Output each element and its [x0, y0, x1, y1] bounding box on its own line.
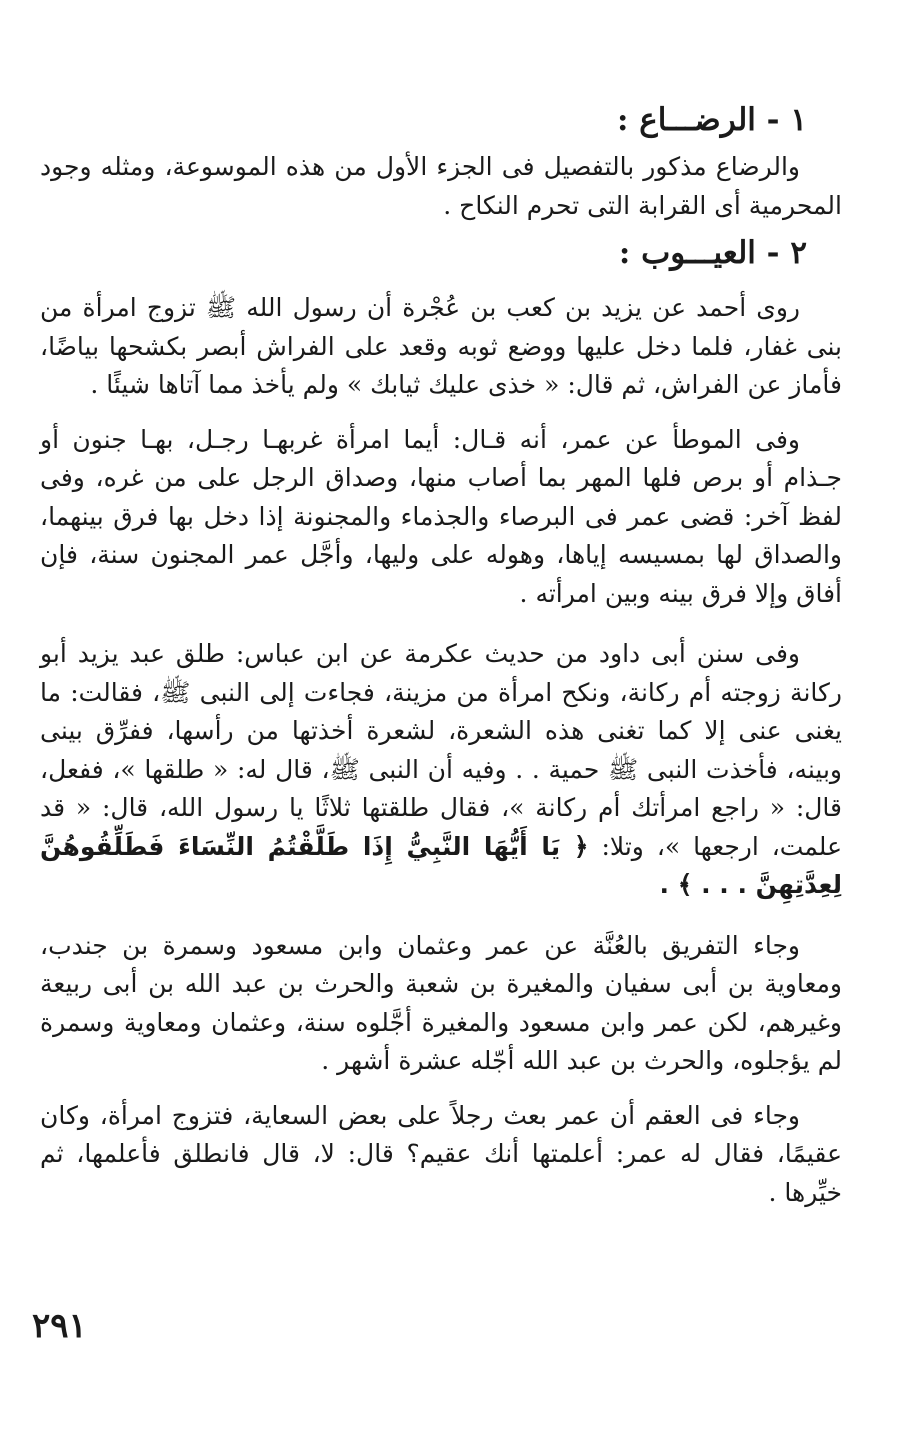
paragraph-breastfeeding: والرضاع مذكور بالتفصيل فى الجزء الأول من هذه الموسوعة، ومثله وجود المحرمية أى القرابة التى تحرم النكاح .	[40, 152, 842, 220]
abu-dawud-text: وفى سنن أبى داود من حديث عكرمة عن ابن عباس: طلق عبد يزيد أبو ركانة زوجته أم ركانة، ونكح امرأة من مزينة، فجاءت إلى النبى ﷺ، فقالت: ما يغنى عنى إلا كما تغنى هذه الشعرة، لشعرة أخذتها من رأسها، ففرِّق بينى وبينه، فأخذت النبى ﷺ حمية . . وفيه أن النبى ﷺ، قال له: « طلقها »، ففعل، قال: « راجع امرأتك أم ركانة »، فقال طلقتها ثلاثًا يا رسول الله، قال: « قد علمت، ارجعها »، وتلا:	[40, 639, 842, 861]
paragraph-infertility: وجاء فى العقم أن عمر بعث رجلاً على بعض السعاية، فتزوج امرأة، وكان عقيمًا، فقال له عمر: أعلمتها أنك عقيم؟ قال: لا، قال فانطلق فأعلمها، ثم خيِّرها .	[40, 1100, 842, 1207]
paragraph-impotence-separation: وجاء التفريق بالعُنَّة عن عمر وعثمان وابن مسعود وسمرة بن جندب، ومعاوية بن أبى سفيان والمغيرة بن شعبة والحرث بن عبد الله بن أبى ربيعة وغيرهم، لكن عمر وابن مسعود والمغيرة أجَّلوه سنة، وعثمان ومعاوية وسمرة لم يؤجلوه، والحرث بن عبد الله أجّله عشرة أشهر .	[40, 930, 842, 1075]
section-heading-breastfeeding: ١ - الرضـــاع :	[616, 102, 807, 138]
page-number: ٢٩١	[32, 1306, 87, 1346]
paragraph-abu-dawud-narration	[40, 635, 842, 905]
paragraph-muwatta-narration: وفى الموطأ عن عمر، أنه قـال: أيما امرأة غربهـا رجـل، بهـا جنون أو جـذام أو برص فلها المهر بما أصاب منها، وصداق الرجل على من غره، وفى لفظ آخر: قضى عمر فى البرصاء والجذماء والمجنونة إذا دخل بها فرق بينهما، والصداق لها بمسيسه إياها، وهوله على وليها، وأجَّل عمر المجنون سنة، فإن أفاق وإلا فرق بينه وبين امرأته .	[40, 424, 842, 608]
paragraph-ahmad-narration: روى أحمد عن يزيد بن كعب بن عُجْرة أن رسول الله ﷺ تزوج امرأة من بنى غفار، فلما دخل عليها ووضع ثوبه وقعد على الفراش أبصر بكشحها بياضًا، فأماز عن الفراش، ثم قال: « خذى عليك ثيابك » ولم يأخذ مما آتاها شيئًا .	[40, 293, 842, 399]
section-heading-defects: ٢ - العيـــوب :	[618, 235, 807, 271]
quran-verse: ﴿ يَا أَيُّهَا النَّبِيُّ إِذَا طَلَّقْتُمُ النِّسَاءَ فَطَلِّقُوهُنَّ لِعِدَّتِهِنَّ . . . ﴾ .	[40, 831, 842, 899]
